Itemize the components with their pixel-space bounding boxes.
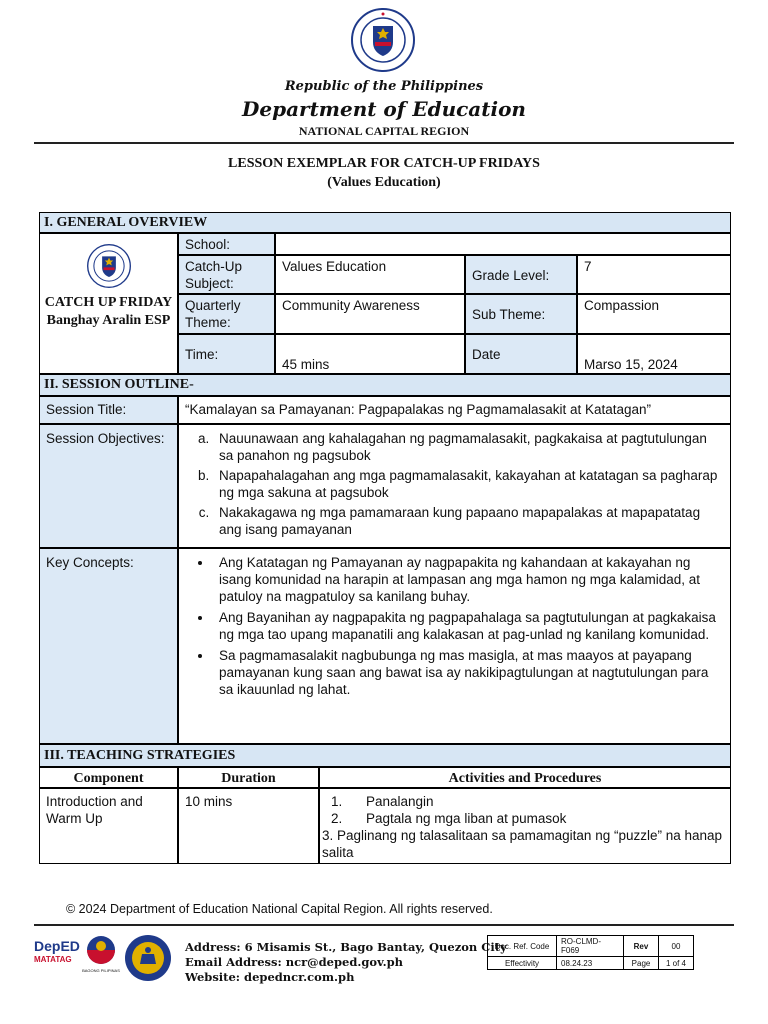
session-outline-heading: II. SESSION OUTLINE- [39,374,731,396]
key-concepts-label: Key Concepts: [39,548,178,744]
activities-header: Activities and Procedures [319,767,731,788]
activity-item: 1. Panalangin [346,793,724,810]
session-title-value: “Kamalayan sa Pamayanan: Pagpapalakas ng Pagmamalasakit at Katatagan” [178,396,731,424]
activities-cell [319,788,731,864]
date-label: Date [465,334,577,374]
objectives-list [185,430,724,538]
general-overview-heading: I. GENERAL OVERVIEW [39,212,731,233]
subject-label: Catch-Up Subject: [178,255,275,294]
region-heading: NATIONAL CAPITAL REGION [298,124,470,138]
footer-website[interactable]: Website: depedncr.com.ph [185,970,355,984]
ncr-seal-icon [124,934,172,982]
bagong-pilipinas-text: BAGONG PILIPINAS [82,968,120,973]
component-value: Introduction and Warm Up [39,788,178,864]
quarterly-theme-value: Community Awareness [275,294,465,334]
footer-address: Address: 6 Misamis St., Bago Bantay, Quezon City [185,940,507,954]
deped-seal-icon [351,8,415,72]
time-label: Time: [178,334,275,374]
grade-label: Grade Level: [465,255,577,294]
activity-item: 2. Pagtala ng mga liban at pumasok [346,810,724,827]
grade-value: 7 [577,255,731,294]
effectivity-label: Effectivity [488,957,557,970]
footer-email[interactable]: Email Address: ncr@deped.gov.ph [185,955,404,969]
concept-item: • Ang Bayanihan ay nagpapakita ng pagpapahalaga sa pagtutulungan at pagkakaisa ng mga tao upang mapanatili ang kalakasan at pag-unlad ng kanilang komunidad. [213,609,724,643]
teaching-strategies-heading: III. TEACHING STRATEGIES [39,744,731,767]
duration-header: Duration [178,767,319,788]
rev-value: 00 [659,936,694,957]
deped-seal-small-icon [87,244,131,288]
effectivity-value: 08.24.23 [557,957,624,970]
school-label: School: [178,233,275,255]
document-reference-table [487,935,694,970]
subject-value: Values Education [275,255,465,294]
objective-item: b. Napapahalagahan ang mga pagmamalasakit, kakayahan at katatagan sa pagharap ng mga sakuna at pagsubok [213,467,724,501]
page-value: 1 of 4 [659,957,694,970]
lesson-subtitle: (Values Education) [327,175,441,190]
header-divider [34,142,734,144]
department-heading: Department of Education [242,97,526,121]
footer-divider [34,924,734,926]
concept-item: • Ang Katatagan ng Pamayanan ay nagpapakita ng kahandaan at kakayahan ng isang komunidad na harapin at lampasan ang mga hamon ng mga kalamidad, at patuloy na magpatuloy sa kanilang buhay. [213,554,724,605]
component-header: Component [39,767,178,788]
activities-list [322,793,724,861]
deped-matatag-logo [34,938,80,978]
deped-logo-text: DepED [34,938,80,954]
quarterly-theme-label: Quarterly Theme: [178,294,275,334]
session-objectives-label: Session Objectives: [39,424,178,548]
doc-ref-value: RO-CLMD-F069 [557,936,624,957]
rev-label: Rev [624,936,659,957]
activity-item: 3. Paglinang ng talasalitaan sa pamamagitan ng “puzzle” na hanap salita [322,827,724,861]
session-title-label: Session Title: [39,396,178,424]
date-value: Marso 15, 2024 [577,334,731,374]
republic-heading: Republic of the Philippines [284,79,484,94]
time-value: 45 mins [275,334,465,374]
matatag-text: MATATAG [34,955,72,964]
key-concepts-cell [178,548,731,744]
objective-item: c. Nakakagawa ng mga pamamaraan kung papaano mapapalakas at mapapatatag ang isang pamayanan [213,504,724,538]
key-concepts-list [185,554,724,698]
catchup-logo-cell [39,233,178,374]
lesson-title: LESSON EXEMPLAR FOR CATCH-UP FRIDAYS [228,156,540,171]
footer-contact [185,940,507,985]
doc-ref-label: Doc. Ref. Code [488,936,557,957]
duration-value: 10 mins [178,788,319,864]
sub-theme-label: Sub Theme: [465,294,577,334]
session-objectives-cell [178,424,731,548]
page-label: Page [624,957,659,970]
concept-item: • Sa pagmamasalakit nagbubunga ng mas masigla, at mas maayos at payapang pamayanan kung saan ang bawat isa ay nakikipagtulungan at nagtutulungan para sa ikauunlad ng lahat. [213,647,724,698]
school-field[interactable] [275,233,731,255]
catchup-caption: CATCH UP FRIDAY Banghay Aralin ESP [44,295,173,328]
sub-theme-value: Compassion [577,294,731,334]
objective-item: a. Nauunawaan ang kahalagahan ng pagmamalasakit, pagkakaisa at pagtutulungan sa panahon ng pagsubok [213,430,724,464]
copyright-text: © 2024 Department of Education National Capital Region. All rights reserved. [66,902,493,916]
